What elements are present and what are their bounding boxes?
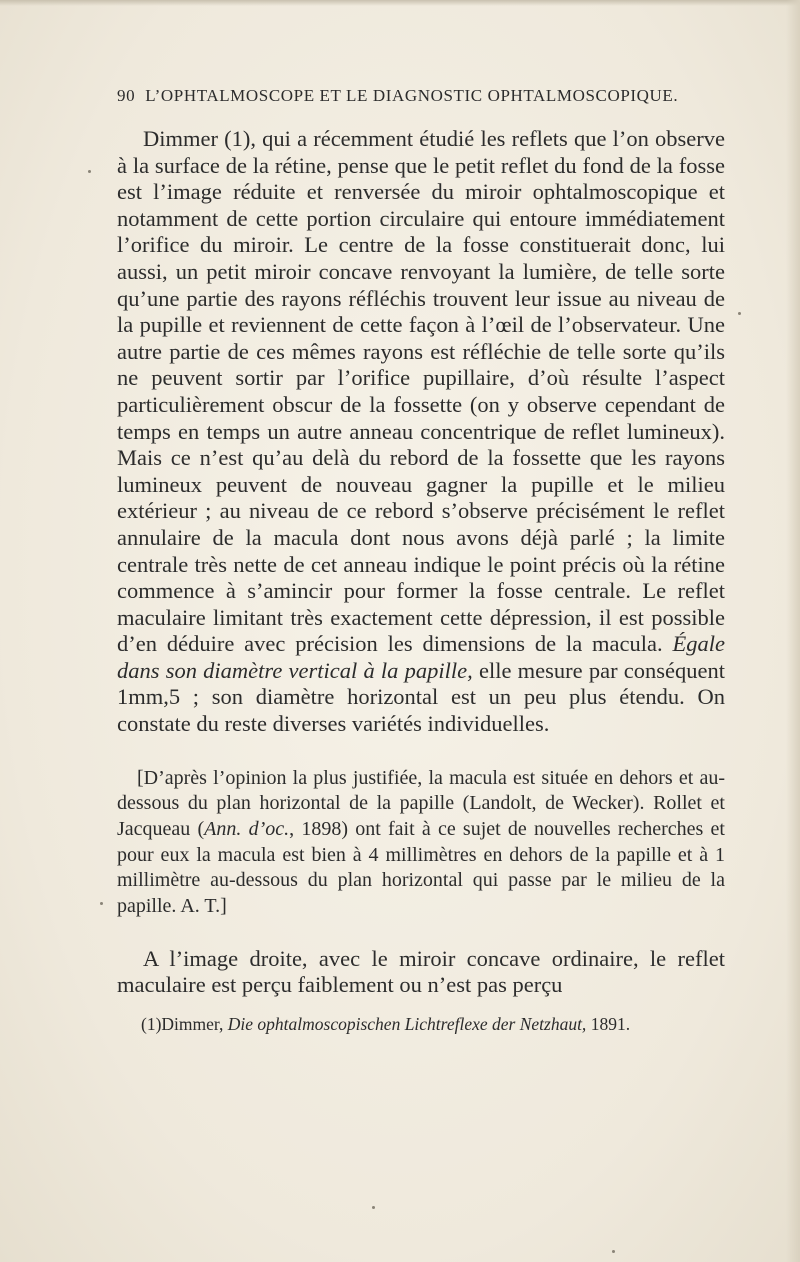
- page-right-shadow: [786, 0, 800, 1262]
- body-paragraph-1-text-a: Dimmer (1), qui a récemment étudié les reflets que l’on observe à la surface de la rétine, pense que le petit reflet du fond de la fosse est l’image réduite et renversée du miroir ophtalmoscopique et notamment de cette portion circulaire qui entoure immédiatement l’orifice du miroir. Le centre de la fosse constituerait donc, lui aussi, un petit miroir concave renvoyant la lumière, de telle sorte qu’une partie des rayons réfléchis trouvent leur issue au niveau de la pupille et reviennent de cette façon à l’œil de l’observateur. Une autre partie de ces mêmes rayons est réfléchie de telle sorte qu’ils ne peuvent sortir par l’orifice pupillaire, d’où résulte l’aspect particulièrement obscur de la fossette (on y observe cependant de temps en temps un autre anneau concentrique de reflet lumineux). Mais ce n’est qu’au delà du rebord de la fossette que les rayons lumineux peuvent de nouveau gagner la pupille et le milieu extérieur ; au niveau de ce rebord s’observe précisément le reflet annulaire de la macula dont nous avons déjà parlé ; la limite centrale très nette de cet anneau indique le point précis où la rétine commence à s’amincir pour former la fosse centrale. Le reflet maculaire limitant très exactement cette dépression, il est possible d’en déduire avec précision les dimensions de la macula.: [117, 126, 725, 657]
- paper-speck: [100, 902, 103, 905]
- paper-speck: [612, 1250, 615, 1253]
- page-number: 90: [117, 86, 136, 105]
- body-paragraph-2: A l’image droite, avec le miroir concave ordinaire, le reflet maculaire est perçu faiblement ou n’est pas perçu: [117, 945, 725, 998]
- paper-speck: [738, 312, 741, 315]
- translator-note-text-b: , 1898) ont fait à ce sujet de nouvelles recherches et pour eux la macula est bien à 4 millimètres en dehors de la papille et à 1 millimètre au-dessous du plan horizontal qui passe par le milieu de la papille. A. T.]: [117, 818, 725, 918]
- body-paragraph-1-text-b: elle mesure par conséquent 1mm,5 ; son diamètre horizontal est un peu plus étendu. On constate du reste diverses variétés individuelles.: [117, 657, 725, 737]
- running-title: L’OPHTALMOSCOPE ET LE DIAGNOSTIC OPHTALMOSCOPIQUE.: [145, 86, 679, 105]
- body-paragraph-1-italic: Égale dans son diamètre vertical à la papille,: [117, 631, 725, 683]
- footnote: [117, 1013, 725, 1035]
- footnote-author: Dimmer,: [161, 1014, 224, 1035]
- paper-speck: [372, 1206, 375, 1209]
- translator-note: [117, 766, 725, 920]
- footnote-year: 1891.: [590, 1014, 631, 1035]
- page-top-shadow: [0, 0, 800, 6]
- running-header: [117, 84, 725, 108]
- body-paragraph-1: [117, 126, 725, 738]
- translator-note-italic: Ann. d’oc.: [204, 818, 290, 841]
- footnote-marker: (1): [141, 1014, 162, 1035]
- book-page: [117, 84, 725, 1035]
- paper-speck: [88, 170, 91, 173]
- footnote-title: Die ophtalmoscopischen Lichtreflexe der Netzhaut,: [227, 1014, 587, 1035]
- translator-note-text-a: [D’après l’opinion la plus justifiée, la macula est située en dehors et au-dessous du plan horizontal de la papille (Landolt, de Wecker). Rollet et Jacqueau (: [117, 766, 725, 841]
